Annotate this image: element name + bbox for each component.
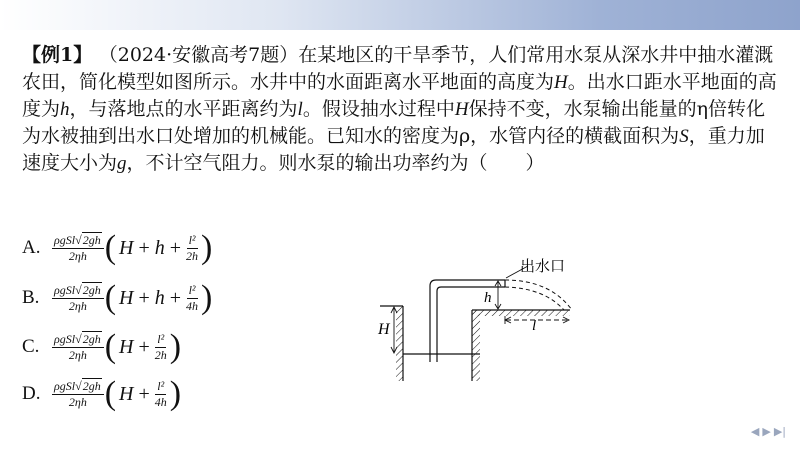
prev-slide-button[interactable]: ◀ — [750, 425, 760, 438]
ground-right — [472, 310, 570, 316]
question-segment: ，与落地点的水平距离约为 — [69, 98, 298, 120]
question-variable: S — [679, 126, 689, 147]
numerator-prefix: ρgSl — [54, 232, 76, 247]
option-d[interactable] — [22, 372, 182, 416]
left-paren: ( — [104, 328, 117, 365]
pump-diagram — [380, 258, 600, 383]
right-paren: ) — [201, 229, 213, 266]
inner-fraction — [153, 379, 169, 410]
denominator: 2ηh — [68, 394, 87, 409]
question-variable: H — [554, 72, 568, 93]
numerator-prefix: ρgSl — [54, 378, 76, 393]
inner-denominator: 4h — [154, 394, 167, 409]
numerator-prefix: ρgSl — [54, 282, 76, 297]
inner-numerator: l² — [157, 331, 165, 346]
right-paren: ) — [169, 375, 182, 412]
inner-numerator: l² — [188, 282, 196, 297]
expression-term: + — [169, 286, 182, 309]
outlet-label: 出水口 — [520, 257, 566, 275]
inner-fraction — [184, 283, 200, 314]
header-band — [0, 0, 800, 30]
water-pipe — [430, 280, 505, 362]
slide-navigation — [751, 425, 786, 438]
denominator: 2ηh — [68, 248, 87, 263]
question-segment: ，不计空气阻力。则水泵的输出功率约为（ ） — [126, 152, 545, 174]
example-tag: 【例1】 — [22, 44, 93, 66]
inner-numerator: l² — [188, 232, 196, 247]
question-variable: g — [117, 153, 127, 174]
option-a[interactable] — [22, 226, 213, 270]
expression-term: H — [119, 286, 134, 309]
inner-denominator: 2h — [186, 248, 199, 263]
option-letter: C. — [22, 336, 40, 357]
left-paren: ( — [104, 229, 117, 266]
inner-denominator: 4h — [186, 298, 199, 313]
expression-term: h — [154, 236, 165, 259]
option-letter: D. — [22, 383, 41, 404]
left-paren: ( — [104, 375, 117, 412]
question-segment: 保持不变，水泵输出能量的η倍转化为水被抽到出水口处增加的机械能。已知水的密度为ρ，水管内径的横截面积为 — [22, 98, 765, 147]
expression-term: H — [119, 236, 134, 259]
source-label: （2024·安徽高考7题） — [108, 44, 299, 66]
question-text — [22, 42, 782, 177]
last-slide-button[interactable]: ▶| — [773, 425, 786, 438]
right-paren: ) — [201, 279, 213, 316]
question-variable: l — [297, 99, 303, 120]
option-letter: B. — [22, 287, 40, 308]
expression-term: H — [119, 382, 134, 405]
label-H: H — [378, 321, 390, 338]
inner-fraction — [184, 233, 200, 264]
expression-term: + — [138, 335, 150, 358]
expression-term: h — [154, 286, 165, 309]
question-segment: 在某地区的干旱季节，人们常用水泵从深水井中抽水灌溉农田，简化模型如图所示。水井中的水面距离水平地面的高度为 — [22, 44, 774, 93]
denominator: 2ηh — [68, 347, 87, 362]
coefficient-fraction: $\frac{\text{ρgSl√2gh}}{2\eta h}$ — [52, 283, 104, 314]
label-l: l — [532, 318, 537, 334]
numerator-root: 2gh — [82, 282, 101, 297]
next-slide-button[interactable]: ▶ — [762, 425, 771, 438]
inner-fraction — [153, 332, 169, 363]
left-paren: ( — [104, 279, 117, 316]
coefficient-fraction: $\frac{\text{ρgSl√2gh}}{2\eta h}$ — [52, 379, 104, 410]
inner-numerator: l² — [157, 378, 165, 393]
expression-term: + — [138, 286, 150, 309]
expression-term: + — [169, 236, 182, 259]
right-paren: ) — [169, 328, 182, 365]
question-segment: 。假设抽水过程中 — [302, 98, 455, 120]
question-variable: H — [454, 99, 469, 120]
well-wall-left — [396, 306, 403, 381]
question-segment: 。出水口距水平地面的高度为 — [22, 71, 777, 120]
trajectory-upper — [505, 280, 572, 310]
numerator-root: 2gh — [82, 331, 101, 346]
option-letter: A. — [22, 237, 41, 258]
question-variable: h — [60, 99, 70, 120]
expression-term: + — [138, 382, 150, 405]
numerator-prefix: ρgSl — [54, 331, 76, 346]
question-segment: ，重力加速度大小为 — [22, 125, 765, 174]
coefficient-fraction: $\frac{\text{ρgSl√2gh}}{2\eta h}$ — [52, 233, 104, 264]
inner-denominator: 2h — [154, 347, 167, 362]
label-h: h — [484, 290, 492, 306]
coefficient-fraction: $\frac{\text{ρgSl√2gh}}{2\eta h}$ — [52, 332, 104, 363]
numerator-root: 2gh — [82, 232, 101, 247]
expression-term: H — [119, 335, 134, 358]
trajectory-lower — [505, 287, 564, 310]
well-wall-right — [472, 310, 480, 381]
expression-term: + — [138, 236, 150, 259]
option-b[interactable] — [22, 276, 213, 320]
numerator-root: 2gh — [82, 378, 101, 393]
denominator: 2ηh — [68, 298, 87, 313]
option-c[interactable] — [22, 325, 182, 369]
